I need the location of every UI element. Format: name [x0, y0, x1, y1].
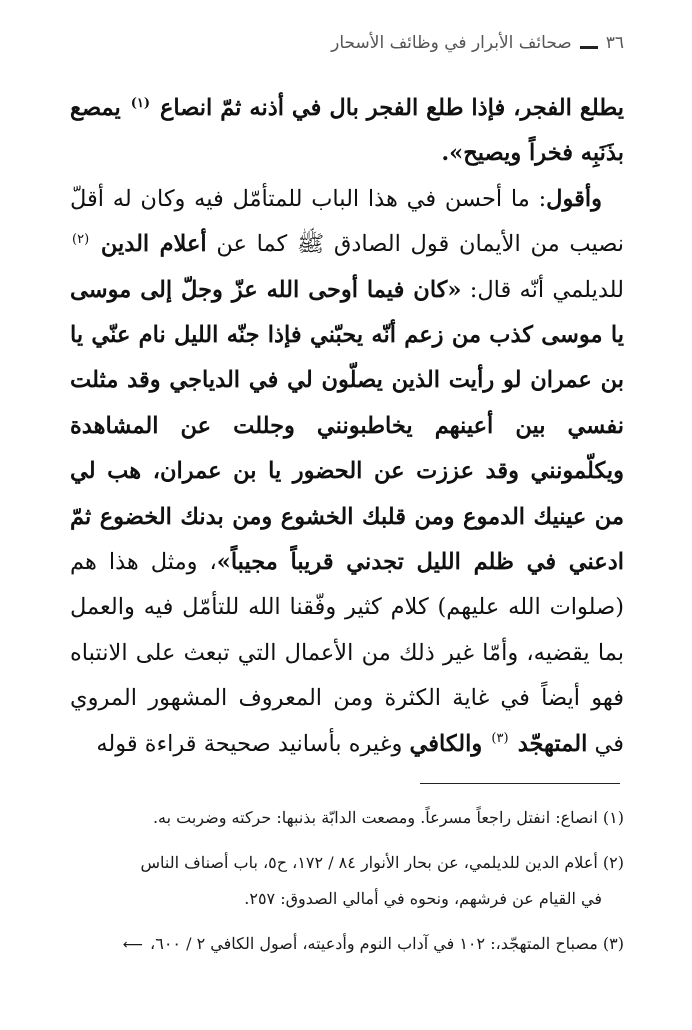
footnote-ref-1[interactable]: (١): [130, 95, 151, 111]
hadith-quote: «كان فيما أوحى الله عزّ وجلّ إلى موسى يا موسى كذب من زعم أنّه يحبّني فإذا جنّه الليل نام عنّي يا بن عمران لو رأيت الذين يصلّون لي في الدياجي وقد مثلت نفسي بين أعينهم يخاطبونني وجللت عن المشاهدة ويكلّمونني وقد عززت عن الحضور يا بن عمران، هب لي من عينيك الدموع ومن قلبك الخشوع ومن بدنك الخضوع ثمّ ادعني في ظلم الليل تجدني قريباً مجيباً»: [70, 276, 624, 576]
para2-text-2: كما عن: [216, 231, 288, 258]
footnotes: [70, 800, 624, 963]
main-text: [70, 86, 624, 767]
para2-lead: وأقول: [546, 185, 602, 212]
header-dash: [580, 46, 598, 49]
para2-text-3: للديلمي أنّه قال:: [469, 276, 624, 303]
footnote-2-continuation: [70, 881, 624, 917]
footnote-2: [70, 845, 624, 881]
running-header: [230, 28, 624, 58]
footnote-1-number: (١): [602, 808, 624, 827]
source-alam-al-din: أعلام الدين: [100, 231, 207, 258]
para2-text-4: ، ومثل هذا هم (صلوات الله عليهم) كلام كثير وفّقنا الله للتأمّل فيه والعمل بما يقضيه، وأمّا غير ذلك من الأعمال التي تبعث على الانتباه فهو أيضاً في غاية الكثرة ومن المعروف المشهور المروي في: [70, 549, 624, 757]
footnote-2-cont-text: في القيام عن فرشهم، ونحوه في أمالي الصدوق: ٢٥٧.: [244, 889, 602, 908]
book-title: صحائف الأبرار في وظائف الأسحار: [331, 33, 572, 53]
para2-text-5: وغيره بأسانيد صحيحة قراءة قوله: [96, 730, 403, 757]
para1-text-2: يمصع بذَنَبِه فخراً ويصيح».: [70, 95, 624, 167]
footnote-3: [70, 926, 624, 963]
para2-text-1: : ما أحسن في هذا الباب للمتأمّل فيه وكان له أقلّ نصيب من الأيمان قول الصادق: [70, 185, 625, 258]
continued-arrow-icon: ⟵: [122, 937, 143, 953]
footnote-2-number: (٢): [602, 853, 624, 872]
page-number: ٣٦: [605, 33, 624, 53]
source-mutahajjid: المتهجّد: [517, 730, 588, 757]
footnote-ref-3[interactable]: (٣): [491, 731, 509, 747]
footnote-3-text: مصباح المتهجّد،: ١٠٢ في آداب النوم وأدعيته، أصول الكافي ٢ / ٦٠٠،: [150, 934, 598, 953]
source-kafi: والكافي: [409, 730, 483, 757]
para1-text-1: يطلع الفجر، فإذا طلع الفجر بال في أذنه ثمّ انصاع: [159, 95, 624, 121]
paragraph-1: [70, 86, 624, 177]
footnote-3-number: (٣): [602, 934, 624, 953]
footnote-1-text: انصاع: انفتل راجعاً مسرعاً. ومصعت الدابّة بذنبها: حركته وضربت به.: [152, 808, 598, 827]
footnote-2-text: أعلام الدين للديلمي، عن بحار الأنوار ٨٤ / ١٧٢، ح٥، باب أصناف الناس: [140, 853, 598, 872]
footnote-divider: [420, 783, 620, 784]
salutation-glyph: ﷺ: [296, 231, 325, 258]
paragraph-2: [70, 177, 624, 767]
footnote-1: [70, 800, 624, 836]
footnote-ref-2[interactable]: (٢): [72, 231, 90, 247]
